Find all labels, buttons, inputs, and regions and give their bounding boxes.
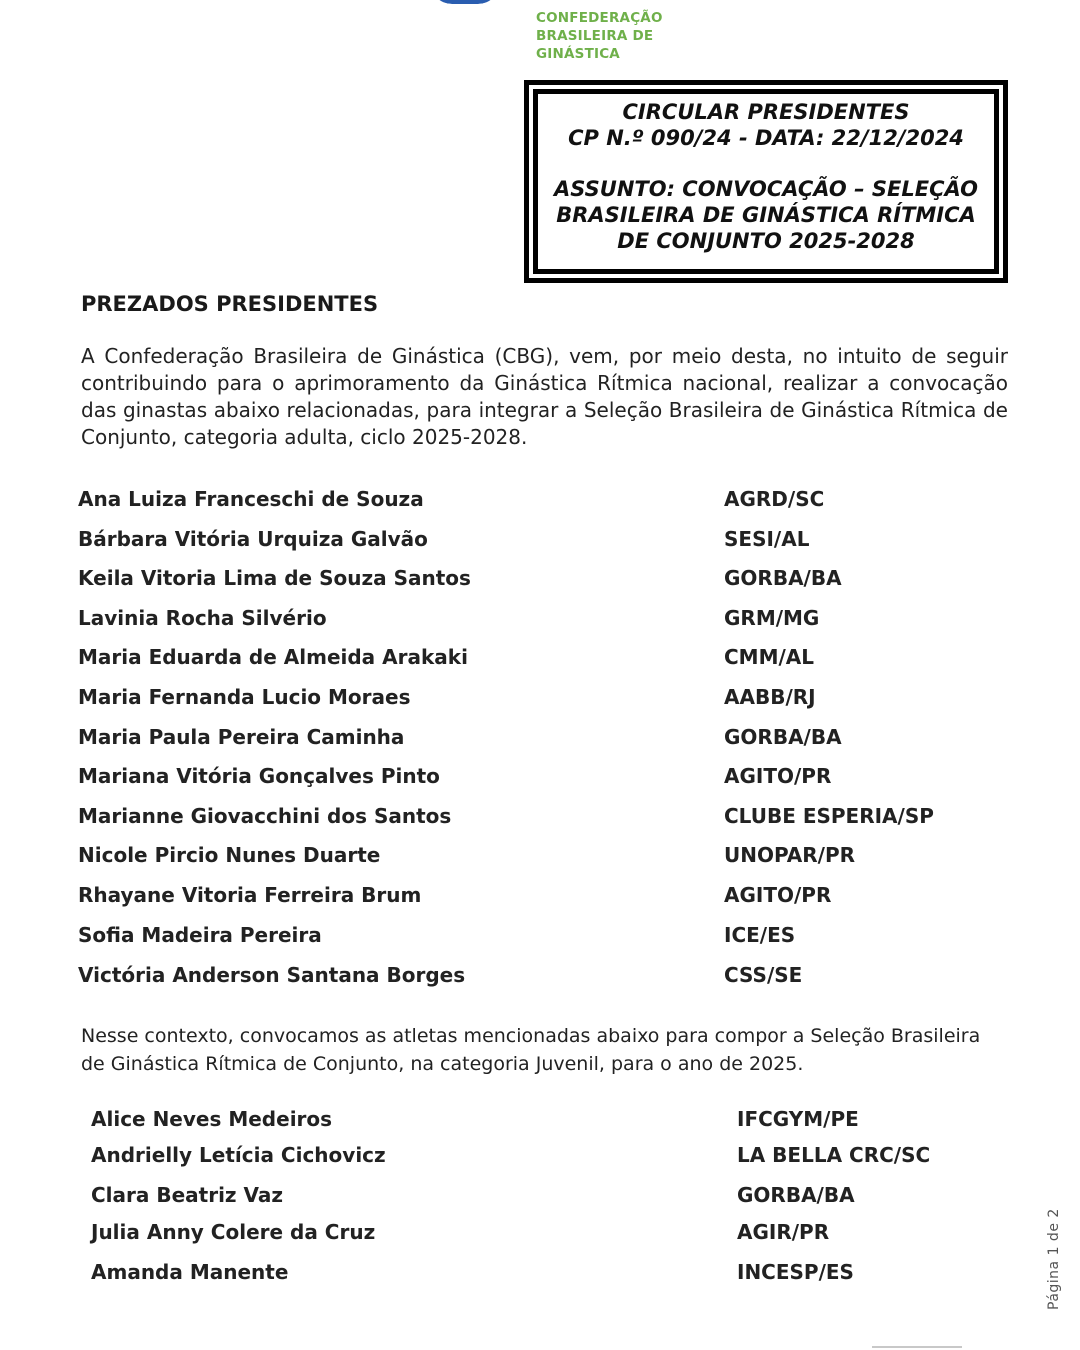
- athlete-name: Amanda Manente: [91, 1260, 289, 1284]
- athlete-name: Bárbara Vitória Urquiza Galvão: [78, 527, 428, 551]
- athlete-name: Mariana Vitória Gonçalves Pinto: [78, 764, 440, 788]
- athlete-name: Rhayane Vitoria Ferreira Brum: [78, 883, 422, 907]
- athlete-name: Julia Anny Colere da Cruz: [91, 1220, 376, 1244]
- athlete-club: LA BELLA CRC/SC: [737, 1143, 931, 1167]
- athlete-club: CSS/SE: [724, 963, 803, 987]
- athlete-club: AGIR/PR: [737, 1220, 830, 1244]
- athlete-club: IFCGYM/PE: [737, 1107, 859, 1131]
- athlete-name: Alice Neves Medeiros: [91, 1107, 333, 1131]
- athlete-name: Andrielly Letícia Cichovicz: [91, 1143, 386, 1167]
- junior-intro-paragraph: Nesse contexto, convocamos as atletas mencionadas abaixo para compor a Seleção Brasileira de Ginástica Rítmica de Conjunto, na categoria Juvenil, para o ano de 2025.: [81, 1025, 981, 1075]
- athlete-name: Maria Paula Pereira Caminha: [78, 725, 405, 749]
- athlete-club: AGITO/PR: [724, 883, 832, 907]
- circular-title: CIRCULAR PRESIDENTES: [622, 100, 910, 124]
- athlete-club: CLUBE ESPERIA/SP: [724, 804, 934, 828]
- athlete-club: GORBA/BA: [724, 566, 842, 590]
- cbg-logo-mark: [430, 0, 500, 4]
- athlete-club: AABB/RJ: [724, 685, 816, 709]
- athlete-name: Marianne Giovacchini dos Santos: [78, 804, 452, 828]
- athlete-club: AGRD/SC: [724, 487, 825, 511]
- athlete-name: Clara Beatriz Vaz: [91, 1183, 284, 1207]
- athlete-club: INCESP/ES: [737, 1260, 854, 1284]
- athlete-club: AGITO/PR: [724, 764, 832, 788]
- logo-line-2: BRASILEIRA DE: [536, 28, 654, 44]
- athlete-club: CMM/AL: [724, 645, 815, 669]
- athlete-name: Maria Eduarda de Almeida Arakaki: [78, 645, 468, 669]
- athlete-club: GORBA/BA: [724, 725, 842, 749]
- athlete-club: GORBA/BA: [737, 1183, 855, 1207]
- logo-line-3: GINÁSTICA: [536, 46, 620, 62]
- page-indicator: Página 1 de 2: [1046, 1208, 1062, 1310]
- athlete-name: Lavinia Rocha Silvério: [78, 606, 327, 630]
- athlete-club: SESI/AL: [724, 527, 810, 551]
- salutation: PREZADOS PRESIDENTES: [81, 292, 379, 316]
- circular-reference: CP N.º 090/24 - DATA: 22/12/2024: [568, 126, 964, 150]
- page-bottom-mark: [872, 1346, 962, 1348]
- intro-paragraph: A Confederação Brasileira de Ginástica (CBG), vem, por meio desta, no intuito de seguir contribuindo para o aprimoramento da Ginástica Rítmica nacional, realizar a convocação das ginastas abaixo relacionadas, para integrar a Seleção Brasileira de Ginástica Rítmica de Conjunto, categoria adulta, ciclo 2025-2028.: [81, 344, 1008, 449]
- cbg-logo-text: [536, 9, 663, 63]
- athlete-club: ICE/ES: [724, 923, 796, 947]
- athlete-name: Ana Luiza Franceschi de Souza: [78, 487, 424, 511]
- athlete-name: Sofia Madeira Pereira: [78, 923, 322, 947]
- athlete-name: Nicole Pircio Nunes Duarte: [78, 843, 381, 867]
- subject-line-3: DE CONJUNTO 2025-2028: [617, 229, 915, 253]
- subject-line-1: ASSUNTO: CONVOCAÇÃO – SELEÇÃO: [554, 177, 978, 201]
- athlete-name: Keila Vitoria Lima de Souza Santos: [78, 566, 471, 590]
- logo-line-1: CONFEDERAÇÃO: [536, 10, 663, 26]
- athlete-club: UNOPAR/PR: [724, 843, 856, 867]
- header-box: [538, 99, 994, 254]
- athlete-name: Victória Anderson Santana Borges: [78, 963, 466, 987]
- athlete-name: Maria Fernanda Lucio Moraes: [78, 685, 411, 709]
- athlete-club: GRM/MG: [724, 606, 820, 630]
- subject-line-2: BRASILEIRA DE GINÁSTICA RÍTMICA: [556, 203, 976, 227]
